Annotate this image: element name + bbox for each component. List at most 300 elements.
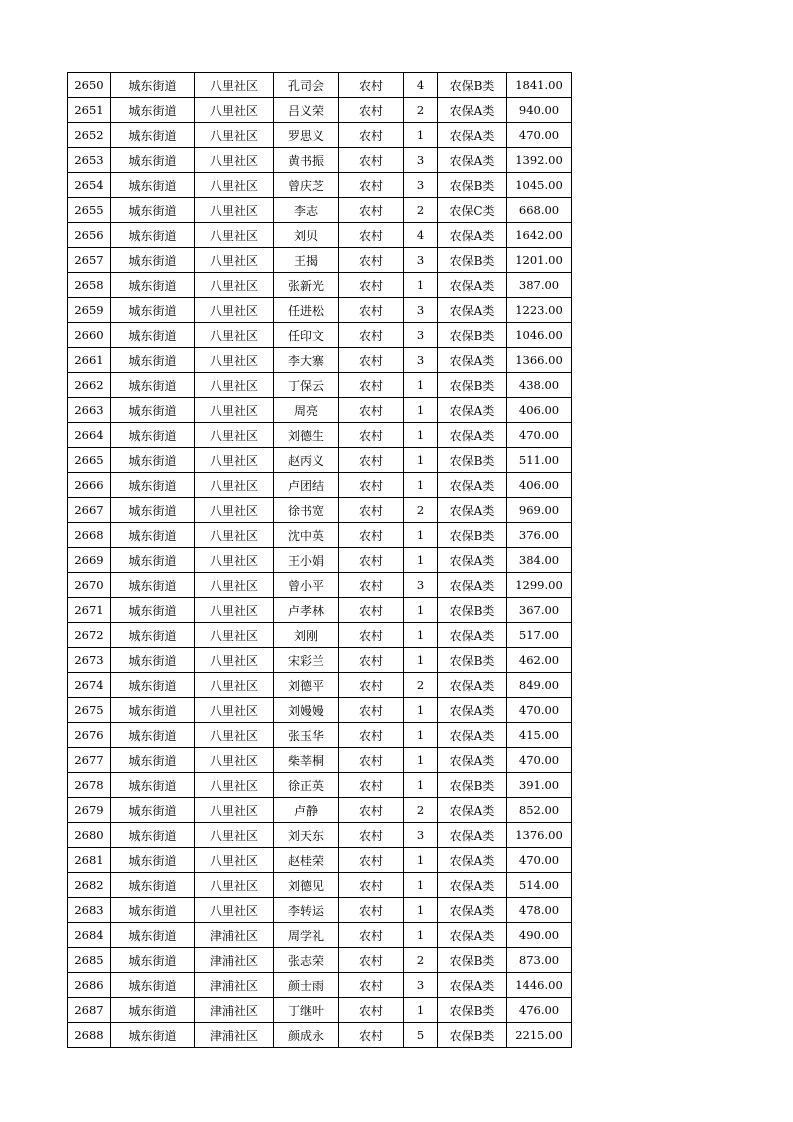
- table-row: [68, 873, 572, 898]
- amount-cell: 2215.00: [507, 1023, 572, 1048]
- household-type-cell: 农村: [339, 623, 404, 648]
- household-type-cell: 农村: [339, 148, 404, 173]
- community-cell: 津浦社区: [195, 1023, 274, 1048]
- member-count-cell: 1: [404, 123, 438, 148]
- amount-cell: 462.00: [507, 648, 572, 673]
- street-cell: 城东街道: [111, 548, 195, 573]
- person-name-cell: 任进松: [274, 298, 339, 323]
- table-row: [68, 623, 572, 648]
- street-cell: 城东街道: [111, 898, 195, 923]
- community-cell: 八里社区: [195, 73, 274, 98]
- serial-number-cell: 2679: [68, 798, 111, 823]
- street-cell: 城东街道: [111, 998, 195, 1023]
- person-name-cell: 沈中英: [274, 523, 339, 548]
- community-cell: 八里社区: [195, 898, 274, 923]
- amount-cell: 384.00: [507, 548, 572, 573]
- community-cell: 八里社区: [195, 223, 274, 248]
- table-row: [68, 423, 572, 448]
- serial-number-cell: 2688: [68, 1023, 111, 1048]
- street-cell: 城东街道: [111, 323, 195, 348]
- serial-number-cell: 2676: [68, 723, 111, 748]
- household-type-cell: 农村: [339, 323, 404, 348]
- amount-cell: 1392.00: [507, 148, 572, 173]
- serial-number-cell: 2656: [68, 223, 111, 248]
- person-name-cell: 刘刚: [274, 623, 339, 648]
- insurance-category-cell: 农保B类: [438, 1023, 507, 1048]
- person-name-cell: 刘贝: [274, 223, 339, 248]
- community-cell: 津浦社区: [195, 923, 274, 948]
- street-cell: 城东街道: [111, 423, 195, 448]
- household-type-cell: 农村: [339, 398, 404, 423]
- amount-cell: 415.00: [507, 723, 572, 748]
- person-name-cell: 赵丙义: [274, 448, 339, 473]
- serial-number-cell: 2683: [68, 898, 111, 923]
- household-type-cell: 农村: [339, 798, 404, 823]
- community-cell: 八里社区: [195, 398, 274, 423]
- table-row: [68, 648, 572, 673]
- insurance-category-cell: 农保A类: [438, 848, 507, 873]
- household-type-cell: 农村: [339, 823, 404, 848]
- amount-cell: 940.00: [507, 98, 572, 123]
- person-name-cell: 颜士雨: [274, 973, 339, 998]
- household-type-cell: 农村: [339, 573, 404, 598]
- person-name-cell: 丁保云: [274, 373, 339, 398]
- table-row: [68, 998, 572, 1023]
- community-cell: 八里社区: [195, 98, 274, 123]
- table-row: [68, 923, 572, 948]
- household-type-cell: 农村: [339, 648, 404, 673]
- street-cell: 城东街道: [111, 398, 195, 423]
- street-cell: 城东街道: [111, 298, 195, 323]
- amount-cell: 387.00: [507, 273, 572, 298]
- insurance-category-cell: 农保A类: [438, 923, 507, 948]
- amount-cell: 376.00: [507, 523, 572, 548]
- table-row: [68, 123, 572, 148]
- street-cell: 城东街道: [111, 573, 195, 598]
- member-count-cell: 3: [404, 348, 438, 373]
- insurance-category-cell: 农保B类: [438, 523, 507, 548]
- table-row: [68, 898, 572, 923]
- insurance-category-cell: 农保A类: [438, 223, 507, 248]
- table-row: [68, 598, 572, 623]
- table-row: [68, 723, 572, 748]
- household-type-cell: 农村: [339, 448, 404, 473]
- person-name-cell: 王揭: [274, 248, 339, 273]
- amount-cell: 438.00: [507, 373, 572, 398]
- serial-number-cell: 2677: [68, 748, 111, 773]
- person-name-cell: 卢静: [274, 798, 339, 823]
- serial-number-cell: 2653: [68, 148, 111, 173]
- serial-number-cell: 2671: [68, 598, 111, 623]
- amount-cell: 852.00: [507, 798, 572, 823]
- insurance-category-cell: 农保A类: [438, 473, 507, 498]
- person-name-cell: 刘德见: [274, 873, 339, 898]
- household-type-cell: 农村: [339, 973, 404, 998]
- household-type-cell: 农村: [339, 73, 404, 98]
- person-name-cell: 吕义荣: [274, 98, 339, 123]
- insurance-category-cell: 农保B类: [438, 773, 507, 798]
- street-cell: 城东街道: [111, 123, 195, 148]
- serial-number-cell: 2681: [68, 848, 111, 873]
- table-row: [68, 698, 572, 723]
- amount-cell: 1223.00: [507, 298, 572, 323]
- table-row: [68, 498, 572, 523]
- person-name-cell: 张志荣: [274, 948, 339, 973]
- serial-number-cell: 2669: [68, 548, 111, 573]
- amount-cell: 511.00: [507, 448, 572, 473]
- person-name-cell: 罗思义: [274, 123, 339, 148]
- insurance-category-cell: 农保A类: [438, 148, 507, 173]
- insurance-category-cell: 农保B类: [438, 248, 507, 273]
- community-cell: 八里社区: [195, 498, 274, 523]
- household-type-cell: 农村: [339, 773, 404, 798]
- member-count-cell: 3: [404, 248, 438, 273]
- community-cell: 津浦社区: [195, 998, 274, 1023]
- street-cell: 城东街道: [111, 473, 195, 498]
- member-count-cell: 1: [404, 473, 438, 498]
- member-count-cell: 3: [404, 148, 438, 173]
- member-count-cell: 4: [404, 73, 438, 98]
- street-cell: 城东街道: [111, 798, 195, 823]
- member-count-cell: 1: [404, 523, 438, 548]
- community-cell: 八里社区: [195, 673, 274, 698]
- household-type-cell: 农村: [339, 248, 404, 273]
- amount-cell: 1046.00: [507, 323, 572, 348]
- person-name-cell: 柴莘桐: [274, 748, 339, 773]
- amount-cell: 1376.00: [507, 823, 572, 848]
- street-cell: 城东街道: [111, 623, 195, 648]
- street-cell: 城东街道: [111, 273, 195, 298]
- amount-cell: 873.00: [507, 948, 572, 973]
- household-type-cell: 农村: [339, 673, 404, 698]
- street-cell: 城东街道: [111, 498, 195, 523]
- street-cell: 城东街道: [111, 1023, 195, 1048]
- community-cell: 八里社区: [195, 323, 274, 348]
- amount-cell: 1642.00: [507, 223, 572, 248]
- table-row: [68, 298, 572, 323]
- amount-cell: 406.00: [507, 398, 572, 423]
- insurance-category-cell: 农保A类: [438, 823, 507, 848]
- community-cell: 八里社区: [195, 173, 274, 198]
- serial-number-cell: 2652: [68, 123, 111, 148]
- household-type-cell: 农村: [339, 998, 404, 1023]
- person-name-cell: 王小娟: [274, 548, 339, 573]
- member-count-cell: 1: [404, 723, 438, 748]
- household-type-cell: 农村: [339, 723, 404, 748]
- serial-number-cell: 2658: [68, 273, 111, 298]
- household-type-cell: 农村: [339, 273, 404, 298]
- insurance-category-cell: 农保A类: [438, 498, 507, 523]
- community-cell: 八里社区: [195, 148, 274, 173]
- serial-number-cell: 2651: [68, 98, 111, 123]
- household-type-cell: 农村: [339, 923, 404, 948]
- table-row: [68, 223, 572, 248]
- table-row: [68, 798, 572, 823]
- serial-number-cell: 2678: [68, 773, 111, 798]
- serial-number-cell: 2670: [68, 573, 111, 598]
- amount-cell: 668.00: [507, 198, 572, 223]
- community-cell: 八里社区: [195, 523, 274, 548]
- serial-number-cell: 2662: [68, 373, 111, 398]
- member-count-cell: 1: [404, 773, 438, 798]
- insurance-category-cell: 农保A类: [438, 898, 507, 923]
- serial-number-cell: 2673: [68, 648, 111, 673]
- table-row: [68, 823, 572, 848]
- member-count-cell: 3: [404, 173, 438, 198]
- household-type-cell: 农村: [339, 373, 404, 398]
- community-cell: 八里社区: [195, 823, 274, 848]
- community-cell: 八里社区: [195, 798, 274, 823]
- person-name-cell: 刘天东: [274, 823, 339, 848]
- insurance-category-cell: 农保A类: [438, 123, 507, 148]
- serial-number-cell: 2682: [68, 873, 111, 898]
- amount-cell: 1841.00: [507, 73, 572, 98]
- street-cell: 城东街道: [111, 848, 195, 873]
- street-cell: 城东街道: [111, 948, 195, 973]
- person-name-cell: 李志: [274, 198, 339, 223]
- household-type-cell: 农村: [339, 948, 404, 973]
- community-cell: 八里社区: [195, 248, 274, 273]
- member-count-cell: 1: [404, 648, 438, 673]
- member-count-cell: 1: [404, 998, 438, 1023]
- amount-cell: 470.00: [507, 423, 572, 448]
- person-name-cell: 丁继叶: [274, 998, 339, 1023]
- person-name-cell: 张新光: [274, 273, 339, 298]
- serial-number-cell: 2660: [68, 323, 111, 348]
- insurance-category-cell: 农保A类: [438, 273, 507, 298]
- amount-cell: 849.00: [507, 673, 572, 698]
- member-count-cell: 1: [404, 748, 438, 773]
- household-type-cell: 农村: [339, 698, 404, 723]
- person-name-cell: 李转运: [274, 898, 339, 923]
- community-cell: 八里社区: [195, 473, 274, 498]
- serial-number-cell: 2672: [68, 623, 111, 648]
- street-cell: 城东街道: [111, 673, 195, 698]
- table-row: [68, 73, 572, 98]
- insurance-category-cell: 农保A类: [438, 423, 507, 448]
- street-cell: 城东街道: [111, 923, 195, 948]
- table-row: [68, 348, 572, 373]
- member-count-cell: 1: [404, 873, 438, 898]
- member-count-cell: 2: [404, 98, 438, 123]
- street-cell: 城东街道: [111, 98, 195, 123]
- street-cell: 城东街道: [111, 148, 195, 173]
- community-cell: 津浦社区: [195, 948, 274, 973]
- household-type-cell: 农村: [339, 498, 404, 523]
- serial-number-cell: 2663: [68, 398, 111, 423]
- member-count-cell: 2: [404, 498, 438, 523]
- insurance-category-cell: 农保B类: [438, 448, 507, 473]
- person-name-cell: 刘嫚嫚: [274, 698, 339, 723]
- household-type-cell: 农村: [339, 523, 404, 548]
- insurance-category-cell: 农保A类: [438, 873, 507, 898]
- table-row: [68, 548, 572, 573]
- insurance-category-cell: 农保A类: [438, 623, 507, 648]
- community-cell: 八里社区: [195, 748, 274, 773]
- street-cell: 城东街道: [111, 223, 195, 248]
- table-row: [68, 948, 572, 973]
- community-cell: 八里社区: [195, 873, 274, 898]
- serial-number-cell: 2685: [68, 948, 111, 973]
- insurance-category-cell: 农保B类: [438, 373, 507, 398]
- insurance-category-cell: 农保C类: [438, 198, 507, 223]
- table-row: [68, 248, 572, 273]
- insurance-category-cell: 农保A类: [438, 573, 507, 598]
- table-row: [68, 523, 572, 548]
- table-row: [68, 198, 572, 223]
- insurance-category-cell: 农保A类: [438, 698, 507, 723]
- household-type-cell: 农村: [339, 898, 404, 923]
- street-cell: 城东街道: [111, 723, 195, 748]
- person-name-cell: 周亮: [274, 398, 339, 423]
- amount-cell: 1366.00: [507, 348, 572, 373]
- insurance-category-cell: 农保A类: [438, 548, 507, 573]
- street-cell: 城东街道: [111, 173, 195, 198]
- insurance-category-cell: 农保A类: [438, 973, 507, 998]
- street-cell: 城东街道: [111, 523, 195, 548]
- street-cell: 城东街道: [111, 873, 195, 898]
- serial-number-cell: 2667: [68, 498, 111, 523]
- member-count-cell: 1: [404, 923, 438, 948]
- street-cell: 城东街道: [111, 598, 195, 623]
- table-row: [68, 323, 572, 348]
- household-type-cell: 农村: [339, 548, 404, 573]
- community-cell: 八里社区: [195, 598, 274, 623]
- serial-number-cell: 2684: [68, 923, 111, 948]
- member-count-cell: 4: [404, 223, 438, 248]
- household-type-cell: 农村: [339, 123, 404, 148]
- insurance-category-cell: 农保A类: [438, 798, 507, 823]
- person-name-cell: 黄书振: [274, 148, 339, 173]
- amount-cell: 470.00: [507, 123, 572, 148]
- member-count-cell: 5: [404, 1023, 438, 1048]
- table-row: [68, 473, 572, 498]
- household-type-cell: 农村: [339, 348, 404, 373]
- community-cell: 八里社区: [195, 273, 274, 298]
- household-type-cell: 农村: [339, 423, 404, 448]
- member-count-cell: 1: [404, 398, 438, 423]
- table-row: [68, 373, 572, 398]
- street-cell: 城东街道: [111, 198, 195, 223]
- table-row: [68, 273, 572, 298]
- member-count-cell: 1: [404, 373, 438, 398]
- person-name-cell: 卢孝林: [274, 598, 339, 623]
- insurance-category-cell: 农保B类: [438, 948, 507, 973]
- member-count-cell: 3: [404, 298, 438, 323]
- amount-cell: 406.00: [507, 473, 572, 498]
- table-row: [68, 448, 572, 473]
- person-name-cell: 李大寨: [274, 348, 339, 373]
- table-row: [68, 173, 572, 198]
- serial-number-cell: 2668: [68, 523, 111, 548]
- street-cell: 城东街道: [111, 73, 195, 98]
- street-cell: 城东街道: [111, 448, 195, 473]
- community-cell: 八里社区: [195, 123, 274, 148]
- amount-cell: 478.00: [507, 898, 572, 923]
- household-type-cell: 农村: [339, 173, 404, 198]
- community-cell: 八里社区: [195, 648, 274, 673]
- household-type-cell: 农村: [339, 198, 404, 223]
- member-count-cell: 1: [404, 548, 438, 573]
- amount-cell: 490.00: [507, 923, 572, 948]
- household-type-cell: 农村: [339, 473, 404, 498]
- household-type-cell: 农村: [339, 848, 404, 873]
- amount-cell: 470.00: [507, 848, 572, 873]
- member-count-cell: 2: [404, 673, 438, 698]
- serial-number-cell: 2657: [68, 248, 111, 273]
- person-name-cell: 曾庆芝: [274, 173, 339, 198]
- person-name-cell: 颜成永: [274, 1023, 339, 1048]
- person-name-cell: 宋彩兰: [274, 648, 339, 673]
- insurance-category-cell: 农保B类: [438, 73, 507, 98]
- person-name-cell: 周学礼: [274, 923, 339, 948]
- street-cell: 城东街道: [111, 823, 195, 848]
- insurance-category-cell: 农保A类: [438, 748, 507, 773]
- street-cell: 城东街道: [111, 348, 195, 373]
- insurance-category-cell: 农保B类: [438, 598, 507, 623]
- insurance-category-cell: 农保B类: [438, 998, 507, 1023]
- serial-number-cell: 2680: [68, 823, 111, 848]
- street-cell: 城东街道: [111, 748, 195, 773]
- community-cell: 八里社区: [195, 698, 274, 723]
- member-count-cell: 1: [404, 698, 438, 723]
- street-cell: 城东街道: [111, 698, 195, 723]
- member-count-cell: 3: [404, 973, 438, 998]
- amount-cell: 1201.00: [507, 248, 572, 273]
- community-cell: 八里社区: [195, 623, 274, 648]
- serial-number-cell: 2661: [68, 348, 111, 373]
- amount-cell: 514.00: [507, 873, 572, 898]
- member-count-cell: 1: [404, 623, 438, 648]
- street-cell: 城东街道: [111, 373, 195, 398]
- member-count-cell: 1: [404, 273, 438, 298]
- insurance-category-cell: 农保B类: [438, 173, 507, 198]
- serial-number-cell: 2687: [68, 998, 111, 1023]
- community-cell: 八里社区: [195, 548, 274, 573]
- table-row: [68, 848, 572, 873]
- community-cell: 八里社区: [195, 198, 274, 223]
- member-count-cell: 1: [404, 423, 438, 448]
- street-cell: 城东街道: [111, 773, 195, 798]
- person-name-cell: 徐书宽: [274, 498, 339, 523]
- person-name-cell: 赵桂荣: [274, 848, 339, 873]
- street-cell: 城东街道: [111, 648, 195, 673]
- serial-number-cell: 2674: [68, 673, 111, 698]
- community-cell: 八里社区: [195, 773, 274, 798]
- serial-number-cell: 2654: [68, 173, 111, 198]
- person-name-cell: 张玉华: [274, 723, 339, 748]
- table-row: [68, 1023, 572, 1048]
- amount-cell: 391.00: [507, 773, 572, 798]
- household-type-cell: 农村: [339, 1023, 404, 1048]
- community-cell: 津浦社区: [195, 973, 274, 998]
- insurance-category-cell: 农保A类: [438, 98, 507, 123]
- insurance-category-cell: 农保A类: [438, 398, 507, 423]
- table-row: [68, 973, 572, 998]
- household-type-cell: 农村: [339, 873, 404, 898]
- street-cell: 城东街道: [111, 248, 195, 273]
- serial-number-cell: 2664: [68, 423, 111, 448]
- insurance-category-cell: 农保A类: [438, 348, 507, 373]
- household-type-cell: 农村: [339, 223, 404, 248]
- table-row: [68, 148, 572, 173]
- household-type-cell: 农村: [339, 598, 404, 623]
- community-cell: 八里社区: [195, 423, 274, 448]
- household-type-cell: 农村: [339, 298, 404, 323]
- household-type-cell: 农村: [339, 748, 404, 773]
- amount-cell: 1446.00: [507, 973, 572, 998]
- amount-cell: 1045.00: [507, 173, 572, 198]
